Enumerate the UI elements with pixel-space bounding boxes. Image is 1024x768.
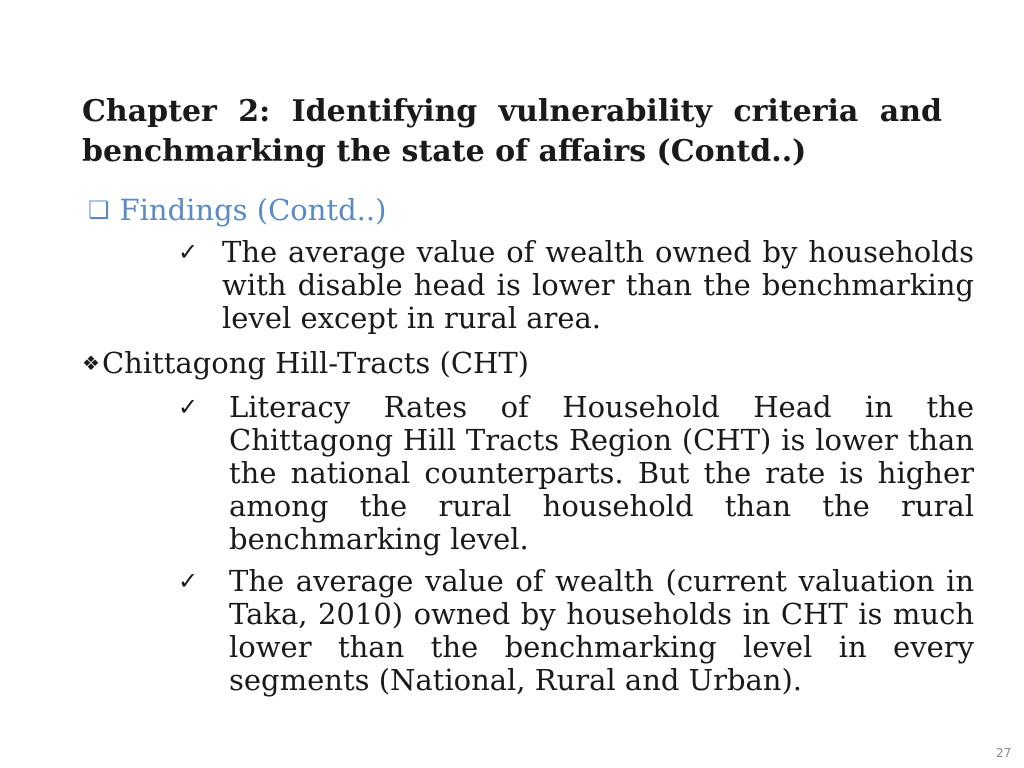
cht-item-text: Literacy Rates of Household Head in the Chittagong Hill Tracts Region (CHT) is lower than the national counterparts. But the rate is higher among the rural household than the rural benchmarking level.: [229, 390, 974, 556]
checkmark-bullet-icon: ✓: [178, 238, 199, 266]
findings-label: Findings (Contd..): [119, 193, 387, 227]
cht-heading: [82, 346, 529, 380]
findings-item: [178, 236, 974, 335]
cht-item: [178, 565, 974, 697]
cht-item: [178, 391, 974, 556]
checkmark-bullet-icon: ✓: [178, 567, 199, 595]
diamond-bullet-icon: ❖: [82, 351, 100, 375]
findings-item-text: The average value of wealth owned by households with disable head is lower than the benchmarking level except in rural area.: [222, 235, 974, 335]
cht-label: Chittagong Hill-Tracts (CHT): [101, 346, 529, 380]
page-number: 27: [996, 746, 1012, 760]
findings-heading: [88, 193, 386, 227]
square-outline-bullet-icon: ❑: [88, 196, 110, 224]
checkmark-bullet-icon: ✓: [178, 393, 199, 421]
cht-item-text: The average value of wealth (current valuation in Taka, 2010) owned by households in CHT is much lower than the benchmarking level in every segments (National, Rural and Urban).: [229, 564, 974, 697]
slide-title: Chapter 2: Identifying vulnerability criteria and benchmarking the state of affairs (Contd..): [82, 94, 942, 169]
